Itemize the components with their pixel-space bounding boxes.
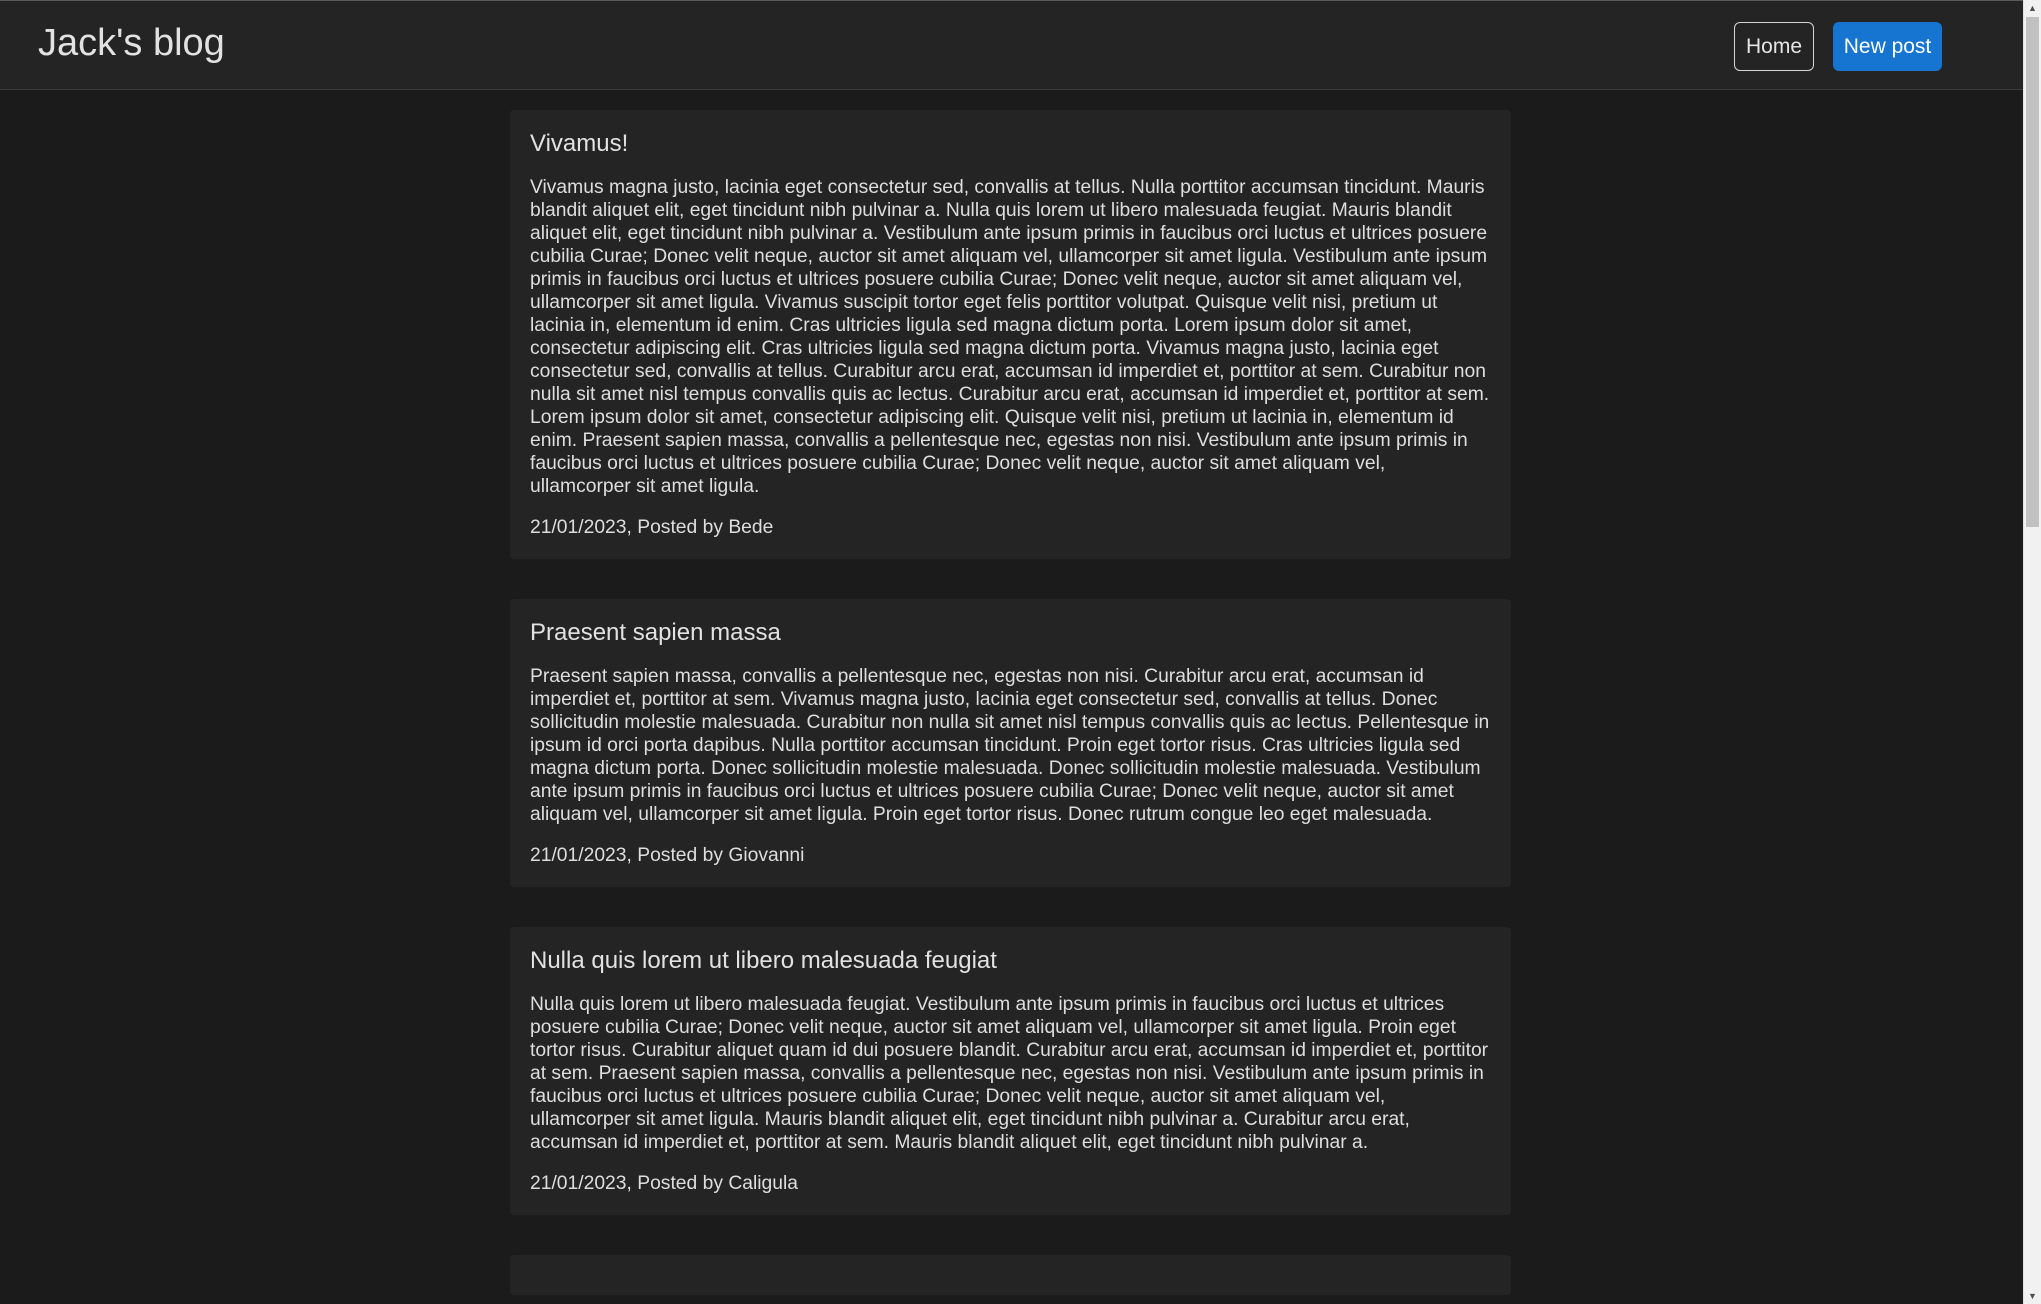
post-title[interactable]: Praesent sapien massa: [530, 619, 781, 646]
home-button[interactable]: Home: [1734, 22, 1814, 71]
post-feed: [510, 110, 1511, 1304]
post-meta: 21/01/2023, Posted by Caligula: [530, 1173, 798, 1194]
post-card-partial[interactable]: [510, 1255, 1511, 1295]
page-scrollbar[interactable]: [2023, 0, 2041, 1304]
scroll-down-arrow-icon[interactable]: ▼: [2028, 1291, 2037, 1301]
post-body: Praesent sapien massa, convallis a pellentesque nec, egestas non nisi. Curabitur arcu erat, accumsan id imperdiet et, porttitor at sem. Vivamus magna justo, lacinia eget consectetur sed, convallis at tellus. Donec sollicitudin molestie malesuada. Curabitur non nulla sit amet nisl tempus convallis quis ac lectus. Pellentesque in ipsum id orci porta dapibus. Nulla porttitor accumsan tincidunt. Proin eget tortor risus. Cras ultricies ligula sed magna dictum porta. Donec sollicitudin molestie malesuada. Donec sollicitudin molestie malesuada. Vestibulum ante ipsum primis in faucibus orci luctus et ultrices posuere cubilia Curae; Donec velit neque, auctor sit amet aliquam vel, ullamcorper sit amet ligula. Proin eget tortor risus. Donec rutrum congue leo eget malesuada.: [530, 666, 1490, 825]
post-card[interactable]: [510, 599, 1511, 887]
post-title[interactable]: Vivamus!: [530, 130, 629, 157]
post-meta: 21/01/2023, Posted by Bede: [530, 517, 774, 538]
new-post-button[interactable]: New post: [1833, 22, 1942, 71]
post-card[interactable]: [510, 110, 1511, 559]
post-meta: 21/01/2023, Posted by Giovanni: [530, 845, 805, 866]
post-title[interactable]: Nulla quis lorem ut libero malesuada feugiat: [530, 947, 997, 974]
post-body: Nulla quis lorem ut libero malesuada feugiat. Vestibulum ante ipsum primis in faucibus orci luctus et ultrices posuere cubilia Curae; Donec velit neque, auctor sit amet aliquam vel, ullamcorper sit amet ligula. Proin eget tortor risus. Curabitur aliquet quam id dui posuere blandit. Curabitur arcu erat, accumsan id imperdiet et, porttitor at sem. Praesent sapien massa, convallis a pellentesque nec, egestas non nisi. Vestibulum ante ipsum primis in faucibus orci luctus et ultrices posuere cubilia Curae; Donec velit neque, auctor sit amet aliquam vel, ullamcorper sit amet ligula. Mauris blandit aliquet elit, eget tincidunt nibh pulvinar a. Curabitur arcu erat, accumsan id imperdiet et, porttitor at sem. Mauris blandit aliquet elit, eget tincidunt nibh pulvinar a.: [530, 994, 1489, 1153]
scrollbar-thumb[interactable]: [2026, 17, 2039, 527]
post-body: Vivamus magna justo, lacinia eget consectetur sed, convallis at tellus. Nulla porttitor accumsan tincidunt. Mauris blandit aliquet elit, eget tincidunt nibh pulvinar a. Nulla quis lorem ut libero malesuada feugiat. Mauris blandit aliquet elit, eget tincidunt nibh pulvinar a. Vestibulum ante ipsum primis in faucibus orci luctus et ultrices posuere cubilia Curae; Donec velit neque, auctor sit amet aliquam vel, ullamcorper sit amet ligula. Vestibulum ante ipsum primis in faucibus orci luctus et ultrices posuere cubilia Curae; Donec velit neque, auctor sit amet aliquam vel, ullamcorper sit amet ligula. Vivamus suscipit tortor eget felis porttitor volutpat. Quisque velit nisi, pretium ut lacinia in, elementum id enim. Cras ultricies ligula sed magna dictum porta. Lorem ipsum dolor sit amet, consectetur adipiscing elit. Cras ultricies ligula sed magna dictum porta. Vivamus magna justo, lacinia eget consectetur sed, convallis at tellus. Curabitur arcu erat, accumsan id imperdiet et, porttitor at sem. Curabitur non nulla sit amet nisl tempus convallis quis ac lectus. Curabitur arcu erat, accumsan id imperdiet et, porttitor at sem. Lorem ipsum dolor sit amet, consectetur adipiscing elit. Quisque velit nisi, pretium ut lacinia in, elementum id enim. Praesent sapien massa, convallis a pellentesque nec, egestas non nisi. Vestibulum ante ipsum primis in faucibus orci luctus et ultrices posuere cubilia Curae; Donec velit neque, auctor sit amet aliquam vel, ullamcorper sit amet ligula.: [530, 177, 1490, 497]
blog-title[interactable]: Jack's blog: [38, 22, 225, 64]
scroll-up-arrow-icon[interactable]: ▲: [2028, 3, 2037, 13]
navbar: [0, 0, 2023, 90]
post-card[interactable]: [510, 927, 1511, 1215]
